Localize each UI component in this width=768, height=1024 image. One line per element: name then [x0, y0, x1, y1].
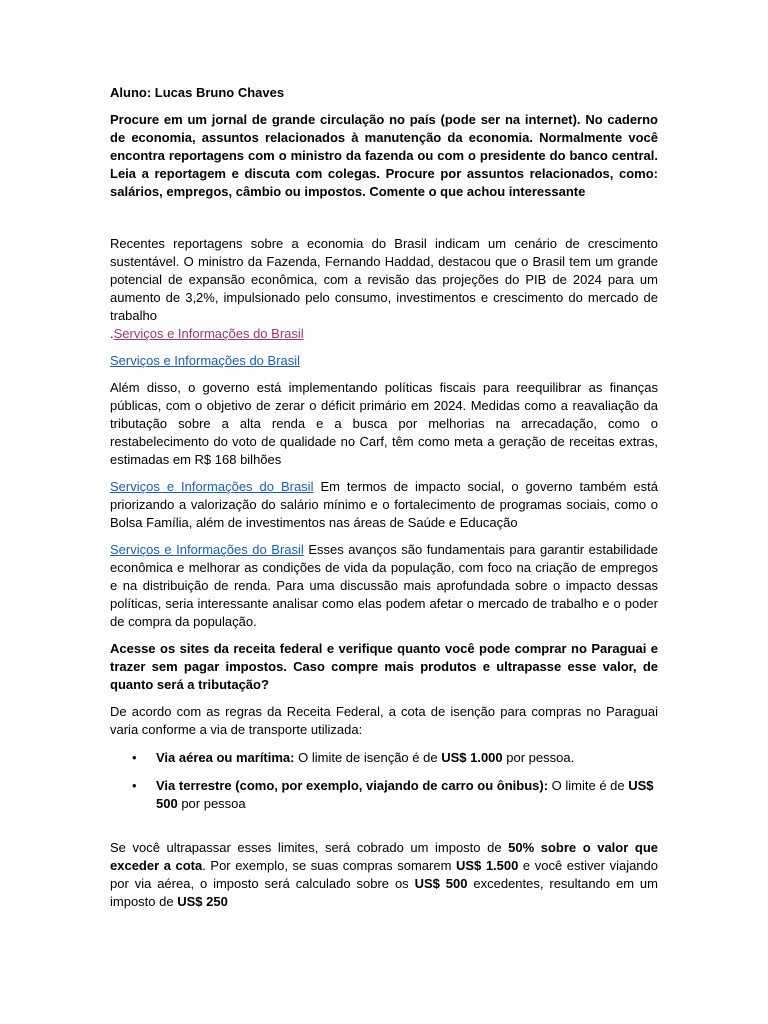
list-item	[110, 777, 658, 813]
standalone-link-paragraph	[110, 352, 658, 370]
paragraph-exemption-intro: De acordo com as regras da Receita Federal, a cota de isenção para compras no Paraguai varia conforme a via de transporte utilizada:	[110, 704, 658, 737]
paragraph-dot: .	[110, 326, 114, 341]
paragraph-tax-calculation	[110, 839, 658, 911]
list-item-value: US$ 500	[156, 778, 654, 811]
text-run: . Por exemplo, se suas compras somarem	[202, 858, 456, 873]
bold-run: US$ 1.500	[455, 858, 519, 873]
bold-run: US$ 500	[414, 876, 468, 891]
paragraph-text: Recentes reportagens sobre a economia do Brasil indicam um cenário de crescimento sustentável. O ministro da Fazenda, Fernando Haddad, destacou que o Brasil tem um grande potencial de expansão econômica, com a revisão das projeções do PIB de 2024 para um aumento de 3,2%, impulsionado pelo consumo, investimentos e crescimento do mercado de trabalho	[110, 236, 658, 323]
exemption-list	[110, 749, 658, 813]
text-run: excedentes, resultando em um imposto de	[110, 876, 658, 909]
services-link[interactable]: Serviços e Informações do Brasil	[110, 479, 314, 494]
bold-run: US$ 250	[177, 894, 228, 909]
text-run: e você estiver viajando por via aérea, o imposto será calculado sobre os	[110, 858, 659, 891]
list-item-label: Via aérea ou marítima:	[156, 750, 295, 765]
services-link-visited[interactable]: Serviços e Informações do Brasil	[113, 326, 304, 341]
list-item-text: O limite é de	[548, 778, 629, 793]
paragraph-text: Esses avanços são fundamentais para garantir estabilidade econômica e melhorar as condições de vida da população, com foco na criação de empregos e na distribuição de renda. Para uma discussão mais aprofundada sobre o impacto dessas políticas, seria interessante analisar como elas podem afetar o mercado de trabalho e o poder de compra da população.	[110, 542, 658, 629]
bullet-icon: •	[132, 778, 137, 793]
paragraph-text: Em termos de impacto social, o governo também está priorizando a valorização do salário mínimo e o fortalecimento de programas sociais, como o Bolsa Família, além de investimentos nas áreas de Saúde e Educação	[110, 479, 658, 530]
list-item-tail: por pessoa	[177, 796, 246, 811]
list-item-tail: por pessoa.	[502, 750, 575, 765]
list-item-text: O limite de isenção é de	[294, 750, 442, 765]
student-name: Aluno: Lucas Bruno Chaves	[110, 85, 285, 100]
text-run: Se você ultrapassar esses limites, será cobrado um imposto de	[110, 840, 509, 855]
list-item-value: US$ 1.000	[441, 750, 503, 765]
paragraph-fiscal-policy: Além disso, o governo está implementando políticas fiscais para reequilibrar as finanças públicas, com o objetivo de zerar o déficit primário em 2024. Medidas como a reavaliação da tributação sobre a alta renda e a busca por melhorias na arrecadação, como o restabelecimento do voto de qualidade no Carf, têm como meta a geração de receitas extras, estimadas em R$ 168 bilhões	[110, 380, 658, 467]
paragraph-economy-growth	[110, 235, 658, 343]
bold-run: 50% sobre o valor que exceder a cota	[110, 840, 658, 873]
services-link[interactable]: Serviços e Informações do Brasil	[110, 353, 301, 368]
services-link[interactable]: Serviços e Informações do Brasil	[110, 542, 304, 557]
bullet-icon: •	[132, 750, 137, 765]
paragraph-stability	[110, 541, 658, 631]
list-item-label: Via terrestre (como, por exemplo, viajando de carro ou ônibus):	[156, 778, 549, 793]
list-item	[110, 749, 658, 767]
assignment-question-1: Procure em um jornal de grande circulação no país (pode ser na internet). No caderno de economia, assuntos relacionados à manutenção da economia. Normalmente você encontra reportagens com o ministro da fazenda ou com o presidente do banco central. Leia a reportagem e discuta com colegas. Procure por assuntos relacionados, como: salários, empregos, câmbio ou impostos. Comente o que achou interessante	[110, 112, 658, 199]
paragraph-social-impact	[110, 478, 658, 532]
assignment-question-2: Acesse os sites da receita federal e verifique quanto você pode comprar no Paraguai e trazer sem pagar impostos. Caso compre mais produtos e ultrapasse esse valor, de quanto será a tributação?	[110, 641, 658, 692]
